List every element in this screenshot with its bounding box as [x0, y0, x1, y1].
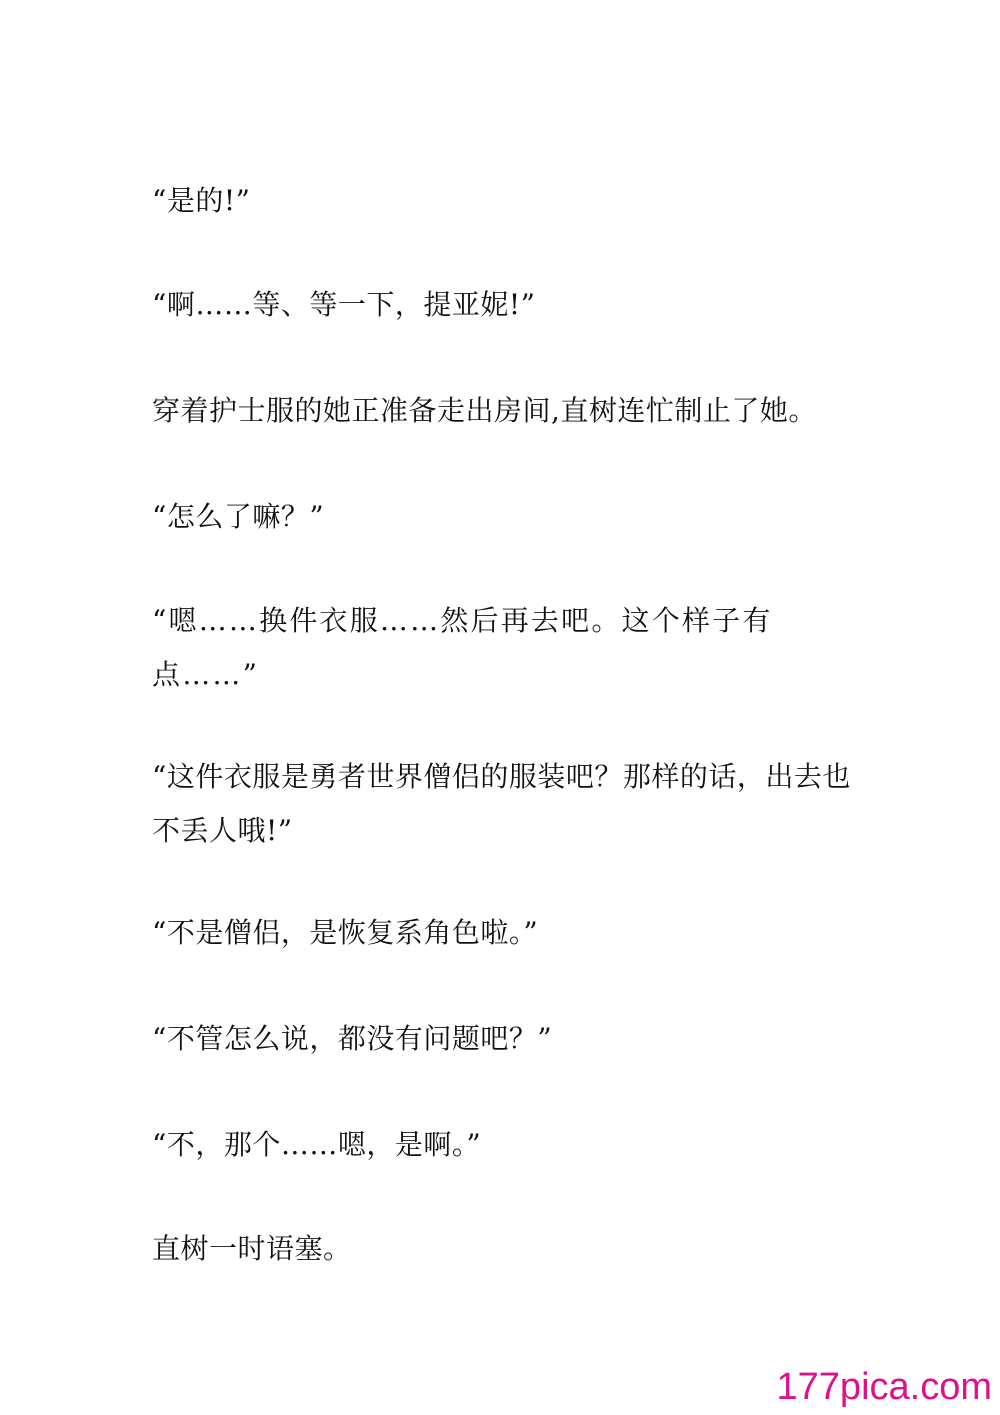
paragraph-9: “不，那个……嗯，是啊。” [152, 1128, 482, 1161]
paragraph-1: “是的!” [152, 184, 251, 217]
paragraph-10: 直树一时语塞。 [152, 1232, 352, 1265]
paragraph-3: 穿着护士服的她正准备走出房间,直树连忙制止了她。 [152, 394, 817, 427]
paragraph-8: “不管怎么说，都没有问题吧？” [152, 1022, 553, 1055]
site-watermark: 177pica.com [776, 1366, 992, 1408]
paragraph-5: “嗯……换件衣服……然后再去吧。这个样子有点……” [152, 604, 773, 691]
paragraph-2: “啊……等、等一下，提亚妮!” [152, 288, 536, 321]
paragraph-6: “这件衣服是勇者世界僧侣的服装吧？那样的话，出去也不丢人哦!” [152, 760, 851, 847]
paragraph-4: “怎么了嘛？” [152, 500, 325, 533]
paragraph-7: “不是僧侣，是恢复系角色啦。” [152, 916, 539, 949]
